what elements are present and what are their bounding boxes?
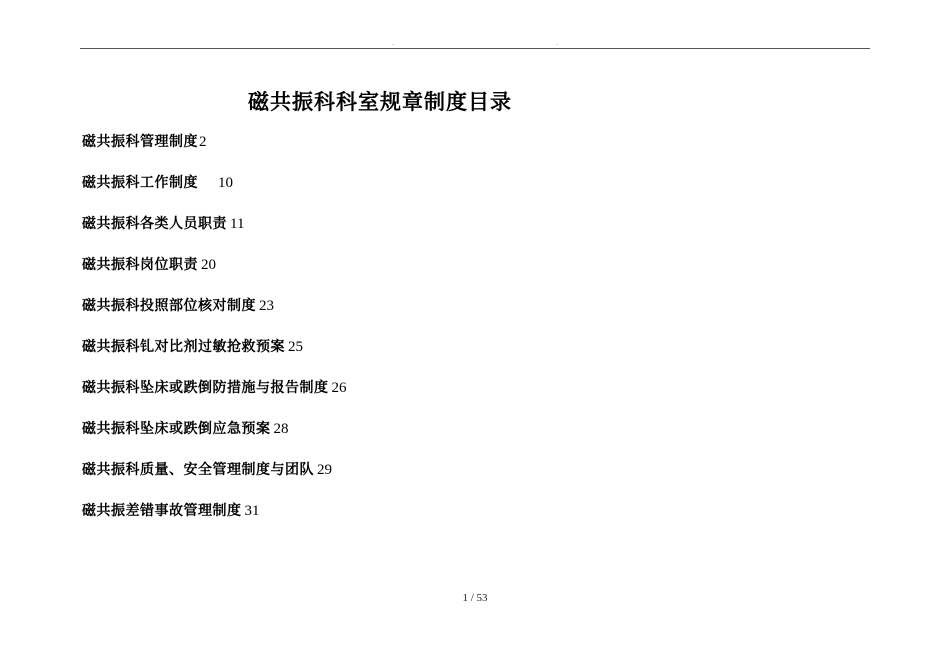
toc-entry-page: 23 bbox=[259, 298, 274, 314]
toc-entry-page: 31 bbox=[244, 503, 260, 519]
toc-entry[interactable] bbox=[82, 500, 347, 541]
toc-entry[interactable] bbox=[82, 213, 347, 254]
toc-entry-page: 29 bbox=[317, 462, 332, 478]
toc-entry[interactable] bbox=[82, 131, 347, 172]
toc-entry[interactable] bbox=[82, 254, 347, 295]
toc-entry-text: 磁共振差错事故管理制度 bbox=[82, 503, 242, 519]
header-mark: . bbox=[392, 40, 394, 47]
toc-entry-page: 10 bbox=[218, 175, 233, 191]
toc-entry-text: 磁共振科岗位职责 bbox=[82, 257, 198, 273]
toc-entry-text: 磁共振科管理制度 bbox=[82, 134, 198, 150]
header-mark: . bbox=[556, 40, 558, 47]
toc-entry-text: 磁共振科各类人员职责 bbox=[82, 216, 227, 232]
toc-entry-page: 11 bbox=[230, 216, 245, 232]
toc-entry-text: 磁共振科质量、安全管理制度与团队 bbox=[82, 462, 314, 478]
toc-entry-page: 26 bbox=[331, 380, 347, 396]
toc-entry[interactable] bbox=[82, 172, 347, 213]
header-rule bbox=[80, 48, 870, 49]
toc-entry-text: 磁共振科工作制度 bbox=[82, 175, 198, 191]
page-title: 磁共振科科室规章制度目录 bbox=[248, 90, 512, 114]
toc-entry-page: 20 bbox=[201, 257, 216, 273]
toc-entry-page: 25 bbox=[288, 339, 303, 355]
toc-entry[interactable] bbox=[82, 459, 347, 500]
toc-entry[interactable] bbox=[82, 336, 347, 377]
toc-entry-text: 磁共振科坠床或跌倒应急预案 bbox=[82, 421, 271, 437]
toc-entry-text: 磁共振科坠床或跌倒防措施与报告制度 bbox=[82, 380, 329, 396]
toc-entry-text: 磁共振科钆对比剂过敏抢救预案 bbox=[82, 339, 285, 355]
page-number: 1 / 53 bbox=[462, 592, 488, 604]
table-of-contents bbox=[82, 131, 347, 541]
toc-entry-page: 28 bbox=[273, 421, 289, 437]
toc-entry-page: 2 bbox=[199, 134, 207, 150]
toc-entry[interactable] bbox=[82, 418, 347, 459]
toc-entry[interactable] bbox=[82, 295, 347, 336]
toc-entry[interactable] bbox=[82, 377, 347, 418]
toc-entry-text: 磁共振科投照部位核对制度 bbox=[82, 298, 256, 314]
